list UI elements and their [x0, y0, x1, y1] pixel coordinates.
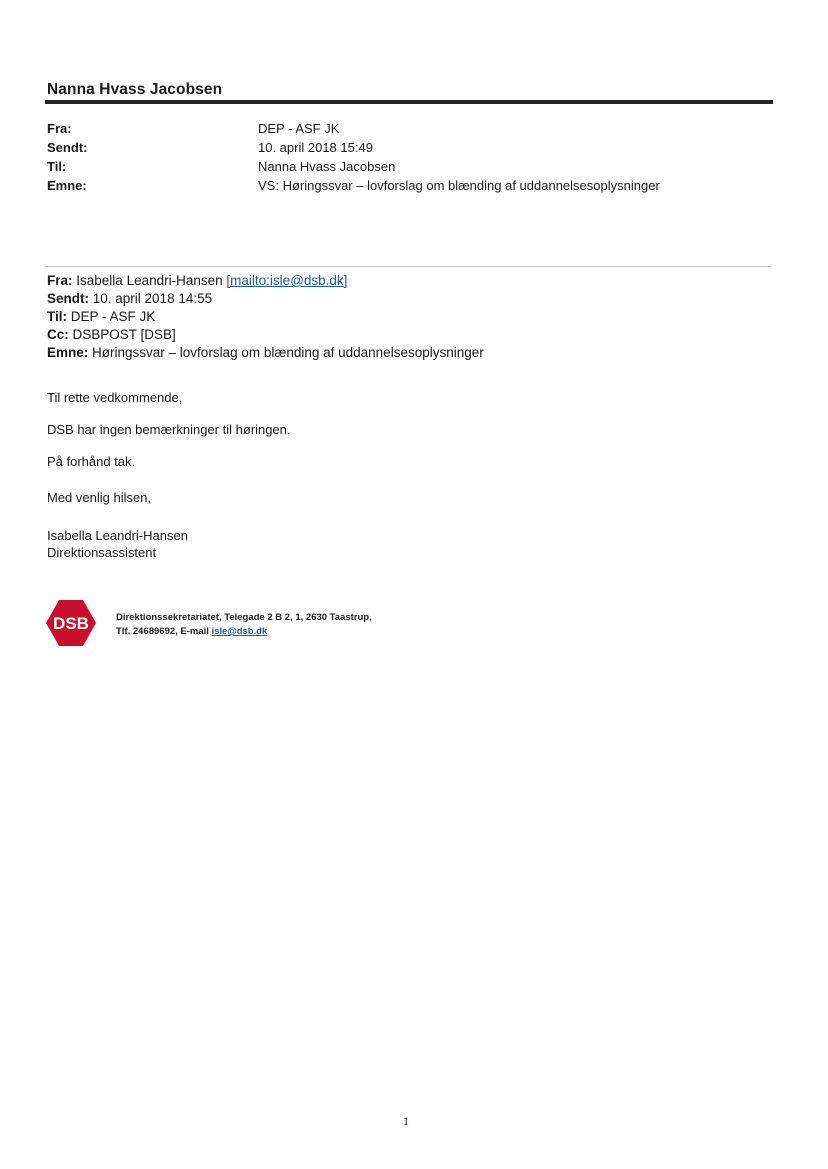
header-subject-value: VS: Høringssvar – lovforslag om blænding af uddannelsesoplysninger	[258, 178, 660, 193]
header-sent-label: Sendt:	[47, 140, 88, 155]
body-greeting: Til rette vedkommende,	[47, 390, 183, 405]
body-line-2: På forhånd tak.	[47, 454, 136, 469]
forwarded-subject-value: Høringssvar – lovforslag om blænding af uddannelsesoplysninger	[92, 345, 484, 360]
body-line-1: DSB har ingen bemærkninger til høringen.	[47, 422, 291, 437]
forwarded-to-label: Til:	[47, 309, 67, 324]
footer-contact	[116, 611, 372, 639]
header-subject-label: Emne:	[47, 178, 87, 193]
forward-separator	[45, 266, 771, 267]
footer-phone-email-prefix: Tlf. 24689692, E-mail	[116, 626, 209, 637]
forwarded-from-line	[47, 272, 767, 290]
signature-title: Direktionsassistent	[47, 545, 157, 560]
forwarded-subject-line	[47, 344, 767, 362]
dsb-logo-icon	[45, 599, 97, 647]
forwarded-cc-label: Cc:	[47, 327, 69, 342]
forwarded-from-label: Fra:	[47, 273, 73, 288]
forwarded-sent-label: Sendt:	[47, 291, 89, 306]
header-row-to	[47, 159, 767, 178]
header-row-from	[47, 121, 767, 140]
dsb-logo-text: DSB	[53, 614, 89, 633]
header-sent-value: 10. april 2018 15:49	[258, 140, 373, 155]
forwarded-cc-line	[47, 326, 767, 344]
header-from-value: DEP - ASF JK	[258, 121, 340, 136]
header-row-subject	[47, 178, 767, 197]
header-to-label: Til:	[47, 159, 67, 174]
footer-address: Direktionssekretariatet, Telegade 2 B 2, 1, 2630 Taastrup,	[116, 612, 372, 623]
header-to-value: Nanna Hvass Jacobsen	[258, 159, 396, 174]
forwarded-from-name: Isabella Leandri-Hansen	[76, 273, 223, 288]
forwarded-from-link-open: [	[226, 273, 231, 288]
footer-phone-line	[116, 625, 372, 639]
forwarded-to-value: DEP - ASF JK	[70, 309, 156, 324]
header-rule	[45, 100, 773, 104]
page-number: 1	[403, 1114, 409, 1128]
header-from-label: Fra:	[47, 121, 72, 136]
forwarded-sent-line	[47, 290, 767, 308]
forwarded-from-link-close: ]	[343, 273, 348, 288]
forwarded-sent-value: 10. april 2018 14:55	[92, 291, 213, 306]
footer-email-link[interactable]: isle@dsb.dk	[211, 626, 268, 637]
forwarded-header	[47, 272, 767, 362]
mailbox-owner-name: Nanna Hvass Jacobsen	[47, 81, 223, 98]
forwarded-cc-value: DSBPOST [DSB]	[72, 327, 176, 342]
signature-name: Isabella Leandri-Hansen	[47, 528, 188, 543]
header-row-sent	[47, 140, 767, 159]
forwarded-subject-label: Emne:	[47, 345, 89, 360]
message-header	[47, 121, 767, 197]
forwarded-to-line	[47, 308, 767, 326]
sender-mailto-link[interactable]: mailto:isle@dsb.dk	[230, 273, 344, 288]
body-closing: Med venlig hilsen,	[47, 490, 152, 505]
